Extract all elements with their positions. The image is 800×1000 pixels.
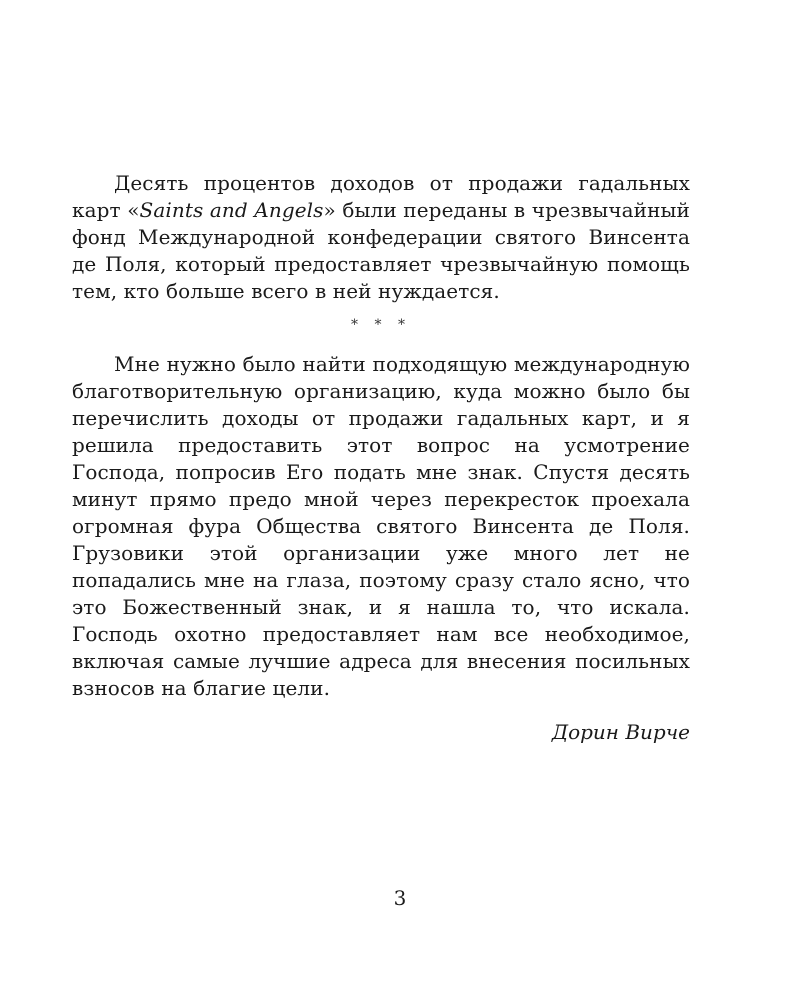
- deck-title: Saints and Angels: [139, 198, 324, 222]
- section-separator: * * *: [351, 317, 411, 333]
- paragraph-donation: [72, 170, 690, 305]
- author-signature: Дорин Вирче: [551, 720, 690, 744]
- paragraph-donation-text-after: » были переданы в чрезвычайный фонд Международной конфедерации святого Винсента де Поля, который предоставляет чрезвычайную помощь тем, кто больше всего в ней нуждается.: [72, 198, 690, 303]
- page-content: [72, 170, 690, 744]
- page-number: 3: [393, 886, 407, 910]
- paragraph-story: Мне нужно было найти подходящую международную благотворительную организацию, куда можно было бы перечислить доходы от продажи гадальных карт, и я решила предоставить этот вопрос на усмотрение Господа, попросив Его подать мне знак. Спустя десять минут прямо предо мной через перекресток проехала огромная фура Общества святого Винсента де Поля. Грузовики этой организации уже много лет не попадались мне на глаза, поэтому сразу стало ясно, что это Божественный знак, и я нашла то, что искала. Господь охотно предоставляет нам все необходимое, включая самые лучшие адреса для внесения посильных взносов на благие цели.: [72, 352, 690, 700]
- paragraph-donation-text-before: Десять процентов доходов от продажи гадальных карт «: [72, 171, 690, 222]
